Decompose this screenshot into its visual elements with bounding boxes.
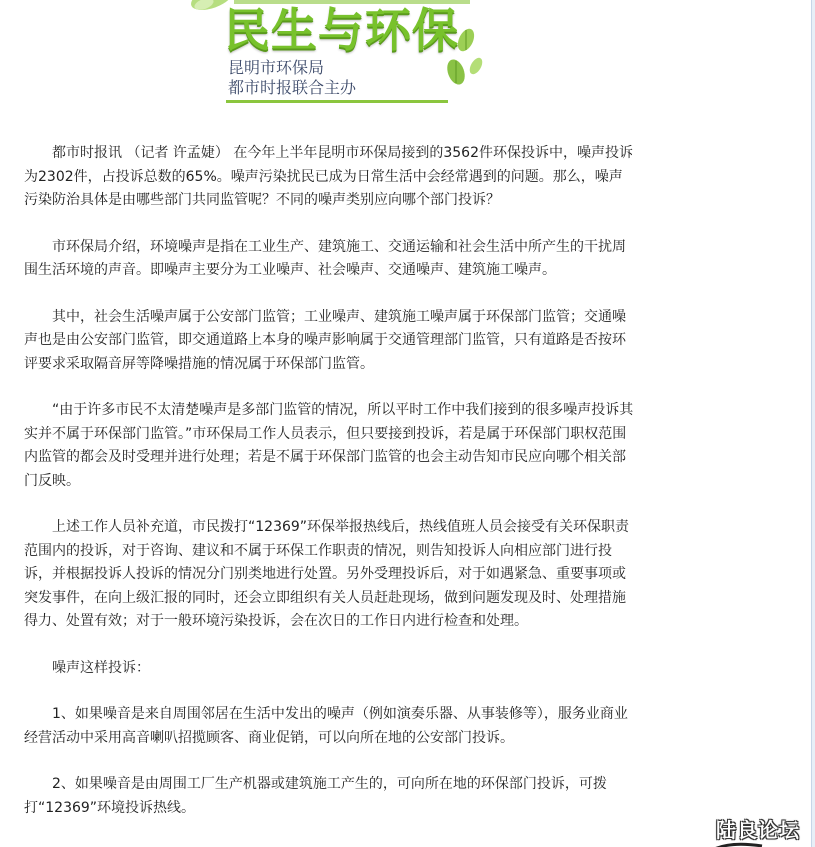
banner-subtitle-organizer: 昆明市环保局 (228, 58, 325, 77)
article-paragraph: 2、如果噪音是由周围工厂生产机器或建筑施工产生的，可向所在地的环保部门投诉，可拨打“12369”环境投诉热线。 (24, 776, 607, 816)
article-body (24, 142, 636, 843)
column-banner (190, 0, 490, 110)
article-paragraph: “由于许多市民不太清楚噪声是多部门监管的情况，所以平时工作中我们接到的很多噪声投诉其实并不属于环保部门监管。”市环保局工作人员表示，但只要接到投诉，若是属于环保部门职权范围内监管的都会及时受理并进行处理；若是不属于环保部门监管的也会主动告知市民应向哪个相关部门反映。 (24, 402, 634, 489)
forum-watermark: 陆良论坛 (716, 818, 800, 842)
article-subheading: 噪声这样投诉： (52, 659, 150, 676)
article-paragraph: 1、如果噪音是来自周围邻居在生活中发出的噪声（例如演奏乐器、从事装修等），服务业商业经营活动中采用高音喇叭招揽顾客、商业促销，可以向所在地的公安部门投诉。 (24, 706, 628, 746)
article-paragraph: 其中，社会生活噪声属于公安部门监管；工业噪声、建筑施工噪声属于环保部门监管；交通噪声也是由公安部门监管，即交通道路上本身的噪声影响属于交通管理部门监管，只有道路是否按环评要求采取隔音屏等降噪措施的情况属于环保部门监管。 (24, 308, 626, 372)
article-paragraph: 市环保局介绍，环境噪声是指在工业生产、建筑施工、交通运输和社会生活中所产生的干扰周围生活环境的声音。即噪声主要分为工业噪声、社会噪声、交通噪声、建筑施工噪声。 (24, 238, 626, 278)
watermark-swoosh-icon (704, 836, 764, 847)
banner-subtitle-cohost: 都市时报联合主办 (228, 78, 357, 97)
window-right-border (811, 0, 815, 847)
article-paragraph: 都市时报讯 （记者 许孟婕） 在今年上半年昆明市环保局接到的3562件环保投诉中，噪声投诉为2302件，占投诉总数的65%。噪声污染扰民已成为日常生活中会经常遇到的问题。那么，噪声污染防治具体是由哪些部门共同监管呢？不同的噪声类别应向哪个部门投诉？ (24, 145, 633, 208)
banner-title: 民生与环保 (224, 3, 459, 57)
banner-underline (226, 100, 448, 103)
article-paragraph: 上述工作人员补充道，市民拨打“12369”环保举报热线后，热线值班人员会接受有关环保职责范围内的投诉，对于咨询、建议和不属于环保工作职责的情况，则告知投诉人向相应部门进行投诉，并根据投诉人投诉的情况分门别类地进行处置。另外受理投诉后，对于如遇紧急、重要事项或突发事件，在向上级汇报的同时，还会立即组织有关人员赶赴现场，做到问题发现及时、处理措施得力、处置有效；对于一般环境污染投诉，会在次日的工作日内进行检查和处理。 (24, 519, 630, 629)
